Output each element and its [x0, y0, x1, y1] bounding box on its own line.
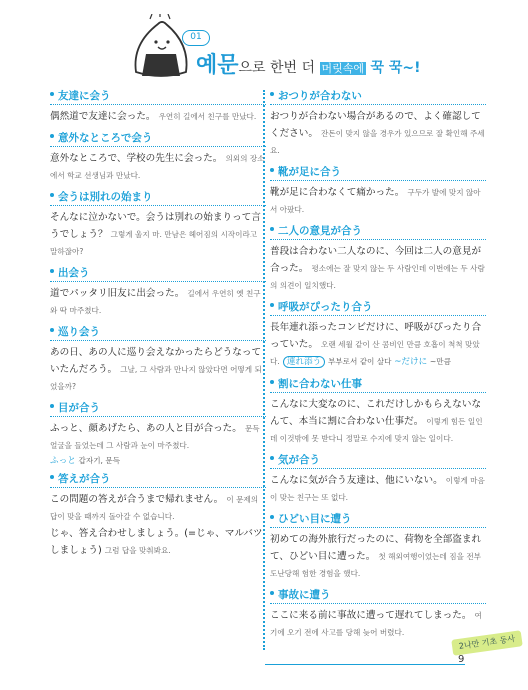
example-jp: こんなに大変なのに、これだけしかもらえないなんて、本当に割に合わない仕事だ。 [270, 399, 482, 427]
example-jp: あの日、あの人に巡り会えなかったらどうなっていたんだろう。 [50, 347, 262, 375]
example-jp: 意外なところで、学校の先生に会った。 [50, 153, 223, 164]
example-jp: ここに来る前に事故に遭って遅れてしまった。 [270, 610, 472, 621]
entry-title: 友達に会う [50, 88, 266, 105]
example-ko: 이렇게 힘든 일인데 이것밖에 못 받다니 정말로 수지에 맞지 않는 일이다. [270, 417, 483, 443]
entry-title: 事故に遭う [270, 587, 486, 604]
example-jp: 道でパッタリ旧友に出会った。 [50, 288, 185, 299]
entry [50, 130, 266, 184]
page-header [130, 12, 430, 87]
example-ko: 이 문제의 답이 맞을 때까지 돌아갈 수 없습니다. [50, 495, 259, 521]
entry [50, 189, 266, 260]
example-ko: 이렇게 마음이 맞는 친구는 또 없다. [270, 476, 485, 502]
example-ko: 구두가 발에 맞지 않아서 아팠다. [270, 188, 481, 214]
example-ko: 첫 해외여행이었는데 짐을 전부 도난당해 험한 경험을 했다. [270, 552, 482, 578]
entry [50, 400, 266, 466]
entry [270, 587, 486, 641]
entry-title: 巡り会う [50, 324, 266, 341]
entry-title: 目が合う [50, 400, 266, 417]
entry-title: 気が合う [270, 452, 486, 469]
entry-title: 会うは別れの始まり [50, 189, 266, 206]
entry [270, 376, 486, 447]
page-number: 9 [458, 654, 465, 665]
entry-title: 答えが合う [50, 471, 266, 488]
vocab-note: ふっと 갑자기, 문득 [50, 456, 121, 466]
entry [270, 299, 486, 371]
entry [270, 452, 486, 506]
entry [270, 223, 486, 294]
example-ko: 의외의 장소에서 학교 선생님과 만났다. [50, 154, 265, 180]
entry-title: 出会う [50, 265, 266, 282]
example-jp: この問題の答えが合うまで帰れません。 [50, 494, 224, 505]
example-jp: 長年連れ添ったコンビだけに、呼吸がぴったり合っていた。 [270, 322, 482, 350]
entry [50, 88, 266, 125]
example-ko: 여기에 오기 전에 사고를 당해 늦어 버렸다. [270, 611, 482, 637]
example-ko: 평소에는 잘 맞지 않는 두 사람인데 이번에는 두 사람의 의견이 일치했다. [270, 264, 485, 290]
chapter-badge: 2나만 기초 동사 [451, 630, 523, 656]
page-title: 예문으로 한번 더 머릿속에 꾹 꾹~! [196, 53, 421, 78]
left-column [50, 88, 266, 564]
example-jp: そんなに泣かないで。会うは別れの始まりって言うでしょう？ [50, 212, 261, 240]
section-tag: 01 [182, 30, 210, 46]
onigiri-icon [130, 14, 192, 86]
entry [50, 471, 266, 559]
example-jp: 初めての海外旅行だったのに、荷物を全部盗まれて、ひどい目に遭った。 [270, 534, 482, 562]
entry-title: ひどい目に遭う [270, 511, 486, 528]
entry-title: おつりが合わない [270, 88, 486, 105]
right-column [270, 88, 486, 646]
example-jp: 靴が足に合わなくて痛かった。 [270, 187, 405, 198]
entry-title: 割に合わない仕事 [270, 376, 486, 393]
example-jp: 普段は合わない二人なのに、今回は二人の意見が合った。 [270, 246, 482, 274]
example-ko: 그럼 답을 맞춰봐요. [104, 546, 171, 555]
example-ko: 그렇게 울지 마. 만남은 헤어짐의 시작이라고 말하잖아? [50, 230, 258, 256]
footer-rule [265, 664, 465, 665]
entry [50, 265, 266, 319]
entry-title: 意外なところで会う [50, 130, 266, 147]
entry-title: 靴が足に合う [270, 164, 486, 181]
example-jp: 偶然道で友達に会った。 [50, 111, 156, 122]
example-jp: じゃ、答え合わせしましょう。(=じゃ、マルバツしましょう) [50, 528, 263, 556]
entry-title: 二人の意見が合う [270, 223, 486, 240]
example-ko: 잔돈이 맞지 않을 경우가 있으므로 잘 확인해 주세요. [270, 129, 485, 155]
entry [50, 324, 266, 395]
example-ko: 문득 얼굴을 들었는데 그 사람과 눈이 마주쳤다. [50, 424, 260, 450]
example-ko: 그날, 그 사람과 만나지 않았다면 어떻게 되었을까? [50, 365, 262, 391]
example-ko: 우연히 길에서 친구를 만났다. [158, 112, 257, 121]
entry [270, 511, 486, 582]
example-ko: 오랜 세월 같이 산 콤비인 만큼 호흡이 척척 맞았다. [270, 340, 480, 366]
entry [270, 88, 486, 159]
example-jp: おつりが合わない場合があるので、よく確認してください。 [270, 111, 481, 139]
vocab-note: 連れ添う 부부로서 같이 살다 ~だけに ~만큼 [283, 357, 451, 367]
example-ko: 길에서 우연히 옛 친구와 딱 마주쳤다. [50, 289, 261, 315]
example-jp: こんなに気が合う友達は、他にいない。 [270, 475, 443, 486]
example-jp: ふっと、顔あげたら、あの人と目が合った。 [50, 423, 242, 434]
entry [270, 164, 486, 218]
entry-title: 呼吸がぴったり合う [270, 299, 486, 316]
